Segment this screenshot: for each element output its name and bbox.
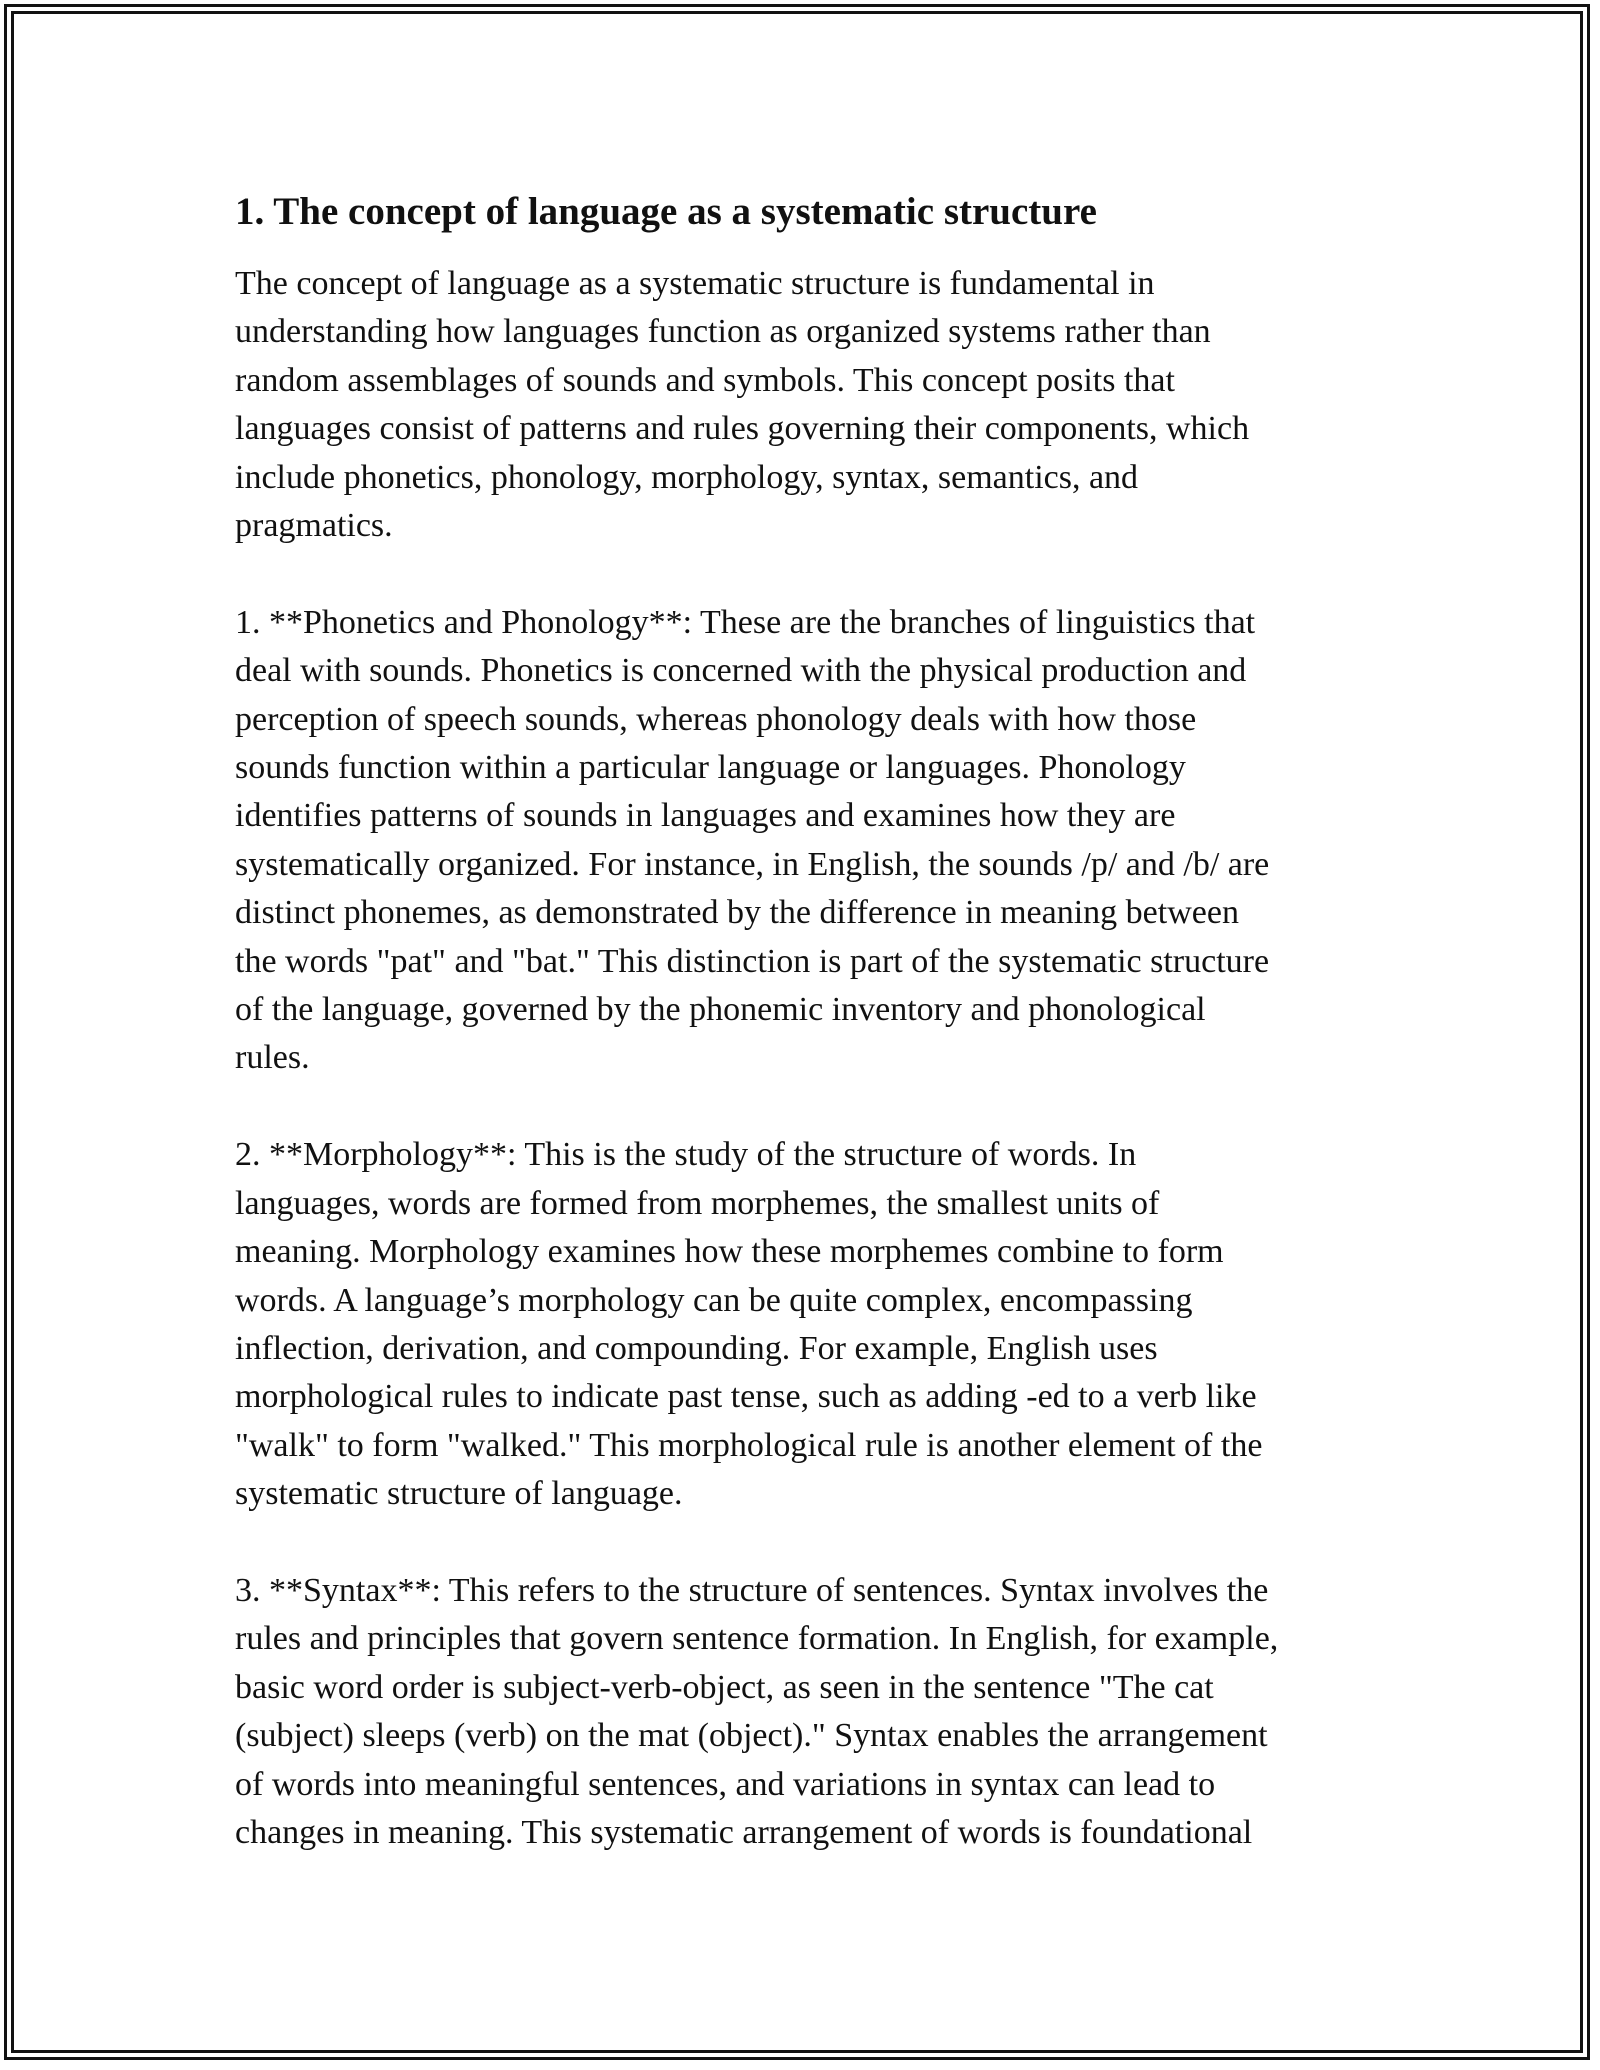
text-line: 3. **Syntax**: This refers to the structure of sentences. Syntax involves the	[235, 1571, 1269, 1609]
text-line: sounds function within a particular language or languages. Phonology	[235, 749, 1186, 787]
paragraph-syntax	[235, 1567, 1365, 1857]
text-line: include phonetics, phonology, morphology, syntax, semantics, and	[235, 458, 1139, 496]
text-line: 2. **Morphology**: This is the study of the structure of words. In	[235, 1136, 1137, 1174]
text-line: rules and principles that govern sentence formation. In English, for example,	[235, 1620, 1279, 1658]
text-line: of the language, governed by the phonemic inventory and phonological	[235, 991, 1206, 1029]
text-line: morphological rules to indicate past tense, such as adding -ed to a verb like	[235, 1378, 1257, 1416]
text-line: distinct phonemes, as demonstrated by the difference in meaning between	[235, 894, 1239, 932]
text-line: understanding how languages function as organized systems rather than	[235, 313, 1211, 351]
text-line: meaning. Morphology examines how these morphemes combine to form	[235, 1233, 1224, 1271]
text-line: rules.	[235, 1039, 310, 1077]
paragraph-morphology	[235, 1131, 1365, 1518]
text-line: languages consist of patterns and rules governing their components, which	[235, 410, 1250, 448]
text-line: deal with sounds. Phonetics is concerned with the physical production and	[235, 652, 1247, 690]
text-line: random assemblages of sounds and symbols. This concept posits that	[235, 361, 1175, 399]
text-line: the words "pat" and "bat." This distinction is part of the systematic structure	[235, 942, 1270, 980]
text-line: 1. **Phonetics and Phonology**: These are the branches of linguistics that	[235, 603, 1256, 641]
paragraph-intro	[235, 260, 1365, 550]
document-body	[235, 186, 1365, 1906]
text-line: changes in meaning. This systematic arrangement of words is foundational	[235, 1813, 1253, 1851]
text-line: systematic structure of language.	[235, 1475, 683, 1513]
text-line: The concept of language as a systematic structure is fundamental in	[235, 265, 1155, 302]
text-line: inflection, derivation, and compounding. For example, English uses	[235, 1329, 1158, 1367]
text-line: "walk" to form "walked." This morphological rule is another element of the	[235, 1426, 1263, 1464]
text-line: words. A language’s morphology can be quite complex, encompassing	[235, 1281, 1193, 1319]
text-line: pragmatics.	[235, 507, 393, 545]
page-heading: 1. The concept of language as a systematic structure	[235, 190, 1097, 233]
text-line: perception of speech sounds, whereas phonology deals with how those	[235, 700, 1197, 738]
text-line: systematically organized. For instance, in English, the sounds /p/ and /b/ are	[235, 845, 1270, 883]
text-line: basic word order is subject-verb-object, as seen in the sentence "The cat	[235, 1668, 1214, 1706]
text-line: of words into meaningful sentences, and variations in syntax can lead to	[235, 1765, 1216, 1803]
text-line: identifies patterns of sounds in languages and examines how they are	[235, 797, 1176, 835]
text-line: (subject) sleeps (verb) on the mat (object)." Syntax enables the arrangement	[235, 1717, 1268, 1755]
paragraph-phonetics-phonology	[235, 599, 1365, 1083]
text-line: languages, words are formed from morphemes, the smallest units of	[235, 1184, 1160, 1222]
